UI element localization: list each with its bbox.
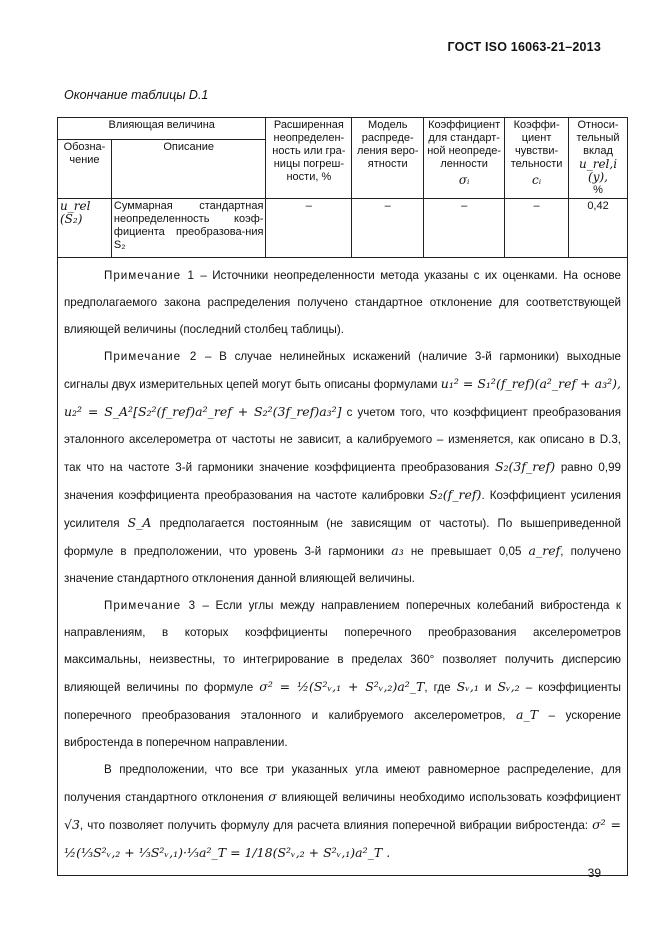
note-3-label: Примечание 3: [104, 599, 197, 612]
col-header-sensitivity: [505, 118, 569, 199]
formula-sigma2-final: σ² = ½(⅓S²ᵥ,₂ + ⅓S²ᵥ,₁)·⅓a²_T = 1/18(S²ᵥ,₂ + S²ᵥ,₁)a²_T .: [64, 817, 621, 860]
col-header-uncertainty: Расширенная неопределен-ность или гра-ницы погреш-ности, %: [266, 118, 352, 199]
formula-aref: a_ref: [528, 543, 561, 558]
note-4-text-c: , что позволяет получить формулу для расчета влияния поперечной вибрации вибростенда:: [79, 819, 593, 832]
formula-sv2: Sᵥ,₂: [497, 679, 520, 694]
row-uncertainty: –: [266, 199, 352, 258]
group-header: Влияющая величина: [58, 118, 266, 140]
note-1-text: – Источники неопределенности метода указаны с их оценками. На основе предполагаемого закона распределения получено стандартное отклонение для соответствующей влияющей величины (последний столбец таблицы).: [64, 269, 621, 336]
note-4-text-a: В предположении, что все три указанных угла имеют равномерное распределение, для получения стандартного отклонения: [64, 763, 621, 804]
formula-sv1: Sᵥ,₁: [456, 679, 479, 694]
note-1: [64, 262, 621, 343]
standard-header: ГОСТ ISO 16063-21–2013: [447, 40, 601, 54]
col-header-contribution-text: Относи-тельный вклад: [576, 119, 620, 157]
note-2-text-d: . Коэффициент усиления усилителя: [64, 489, 621, 530]
formula-at: a_T: [516, 707, 539, 722]
note-3-text-d: – коэффициенты поперечного преобразования эталонного и калибруемого акселерометров,: [64, 681, 621, 722]
row-sensitivity: –: [505, 199, 569, 258]
note-3-text-a: – Если углы между направлением поперечных колебаний вибростенда к направлениям, в которых коэффициенты поперечного преобразования акселерометров максимальны, неизвестны, то интегрирование в пределах 360° позволяет получить дисперсию влияющей величины по формуле: [64, 599, 621, 694]
note-3-text-b: , где: [424, 681, 457, 694]
formula-u2: u₂² = S_A²[S₂²(f_ref)a²_ref + S₂²(3f_ref)a₃²]: [64, 404, 342, 419]
formula-u1: u₁² = S₁²(f_ref)(a²_ref + a₃²),: [440, 376, 622, 391]
col-header-description: Описание: [111, 140, 266, 199]
row-coverage: –: [424, 199, 505, 258]
note-3-text-e: – ускорение вибростенда в поперечном направлении.: [64, 709, 621, 749]
notes-cell: [58, 258, 628, 876]
formula-s2-fref: S₂(f_ref): [429, 487, 482, 502]
note-3-continued: [64, 756, 621, 867]
note-2-text-e: предполагается постоянным (не зависящим от частоты). По вышеприведенной формуле в предположении, что уровень 3-й гармоники: [64, 517, 622, 558]
formula-s2-3fref: S₂(3f_ref): [494, 459, 556, 474]
col-header-contribution-unit: %: [593, 184, 603, 196]
note-2: [64, 343, 621, 592]
note-2-text-h: , получено значение стандартного отклонения данной влияющей величины.: [64, 545, 621, 585]
page-number: 39: [587, 866, 601, 880]
formula-a3: a₃: [391, 543, 404, 558]
col-header-coverage-symbol: σᵢ: [458, 173, 470, 187]
note-2-text-g: не превышает 0,05: [403, 545, 529, 558]
formula-sigma2: σ² = ½(S²ᵥ,₁ + S²ᵥ,₂)a²_T: [259, 679, 425, 694]
note-2-label: Примечание 2: [104, 350, 198, 363]
col-header-contribution-symbol: u_rel,i (y),: [578, 157, 618, 184]
formula-sqrt3: √3: [64, 817, 80, 832]
note-2-text-b: с учетом того, что коэффициент преобразования эталонного акселерометра от частоты не зависит, а калибруемого – изменяется, как описано в D.3, так что на частоте 3-й гармоники значение коэффициента преобразования: [64, 406, 621, 474]
note-2-text-c: равно 0,99 значения коэффициента преобразования на частоте калибровки: [64, 461, 621, 502]
note-2-text-a: – В случае нелинейных искажений (наличие 3-й гармоники) выходные сигналы двух измерительных цепей могут быть описаны формулами: [64, 350, 621, 391]
row-model: –: [352, 199, 424, 258]
col-header-contribution: [569, 118, 628, 199]
formula-sigma: σ: [268, 789, 277, 804]
col-header-sensitivity-symbol: cᵢ: [532, 173, 542, 187]
formula-sa: S_A: [127, 515, 152, 530]
row-description: Суммарная стандартная неопределенность коэф-фициента преобразова-ния S₂: [111, 199, 266, 258]
row-designation: u_rel (S₂): [58, 199, 112, 258]
col-header-coverage-text: Коэффициент для стандарт-ной неопреде-ленности: [427, 119, 502, 170]
note-3: [64, 592, 621, 756]
table-caption: Окончание таблицы D.1: [64, 88, 209, 102]
note-1-label: Примечание 1: [104, 269, 195, 282]
row-contribution: 0,42: [569, 199, 628, 258]
col-header-sensitivity-text: Коэффи-циент чувстви-тельности: [510, 119, 563, 170]
note-3-text-c: и: [478, 681, 498, 694]
col-header-model: Модель распреде-ления веро-ятности: [352, 118, 424, 199]
influence-table: [57, 117, 628, 876]
note-4-text-b: влияющей величины необходимо использовать коэффициент: [276, 791, 621, 804]
col-header-designation: Обозна-чение: [58, 140, 112, 199]
col-header-coverage: [424, 118, 505, 199]
